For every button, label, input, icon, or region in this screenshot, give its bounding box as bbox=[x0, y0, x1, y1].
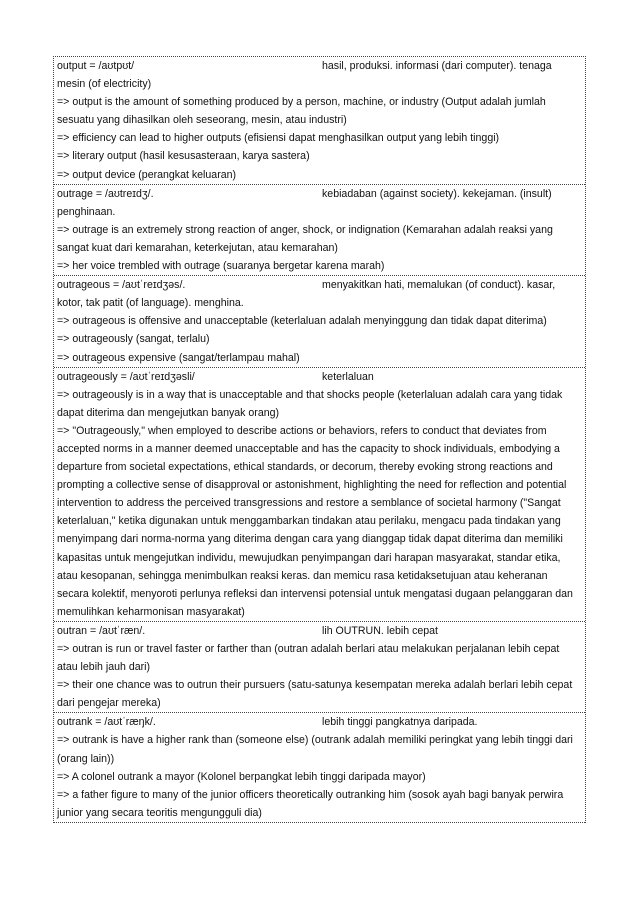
entry-meaning-continued: kotor, tak patit (of language). menghina. bbox=[57, 297, 244, 310]
entry-example-line: => a father figure to many of the junior officers theoretically outranking him (sosok ayah bagi banyak perwira junior yang secara teoritis mengungguli dia) bbox=[57, 788, 564, 819]
entry-example-line: => outrage is an extremely strong reaction of anger, shock, or indignation (Kemarahan adalah reaksi yang sangat kuat dari kemarahan, keterkejutan, atau kemarahan) bbox=[57, 223, 553, 254]
entry-headword: outrank = /aʊtˈræŋk/. bbox=[57, 716, 156, 729]
entry-meaning: lebih tinggi pangkatnya daripada. bbox=[322, 716, 478, 729]
dictionary-entry-outrank bbox=[54, 713, 585, 823]
entry-meaning: lih OUTRUN. lebih cepat bbox=[322, 624, 438, 637]
entry-meaning: menyakitkan hati, memalukan (of conduct). kasar, bbox=[322, 279, 556, 292]
entry-head-line bbox=[57, 368, 582, 386]
entry-meaning-continued: penghinaan. bbox=[57, 205, 116, 218]
entry-headword: outrageous = /aʊtˈreɪdʒəs/. bbox=[57, 279, 186, 292]
entry-head-line bbox=[57, 57, 582, 75]
dictionary-entry-outran bbox=[54, 622, 585, 713]
entry-headword: outrageously = /aʊtˈreɪdʒəsli/ bbox=[57, 370, 195, 383]
entry-example-line: => her voice trembled with outrage (suaranya bergetar karena marah) bbox=[57, 260, 385, 273]
dictionary-entry-outrageous bbox=[54, 276, 585, 367]
entry-example-line: => A colonel outrank a mayor (Kolonel berpangkat lebih tinggi daripada mayor) bbox=[57, 770, 426, 783]
entry-meaning: keterlaluan bbox=[322, 370, 374, 383]
entry-headword: output = /aʊtpʊt/ bbox=[57, 60, 135, 72]
entry-headword: outrage = /aʊtreɪdʒ/. bbox=[57, 187, 154, 200]
entry-example-line: => efficiency can lead to higher outputs (efisiensi dapat menghasilkan output yang lebih tinggi) bbox=[57, 132, 500, 145]
entry-meaning-continued: mesin (of electricity) bbox=[57, 78, 152, 91]
entry-example-line: => their one chance was to outrun their pursuers (satu-satunya kesempatan mereka adalah berlari lebih cepat dari pengejar mereka) bbox=[57, 679, 573, 710]
dictionary-entry-output bbox=[54, 57, 585, 185]
entry-head-line bbox=[57, 276, 582, 294]
entry-example-line: => outrageous is offensive and unacceptable (keterlaluan adalah menyinggung dan tidak dapat diterima) bbox=[57, 315, 547, 328]
entry-example-line: => outrank is have a higher rank than (someone else) (outrank adalah memiliki peringkat yang lebih tinggi dari (orang lain)) bbox=[57, 734, 573, 765]
entry-example-line: => output device (perangkat keluaran) bbox=[57, 168, 237, 181]
entry-example-line: => output is the amount of something produced by a person, machine, or industry (Output adalah jumlah sesuatu yang dihasilkan oleh seseorang, mesin, atau industri) bbox=[57, 96, 546, 127]
dictionary-entry-outrage bbox=[54, 185, 585, 276]
entry-meaning: kebiadaban (against society). kekejaman. (insult) bbox=[322, 187, 552, 200]
entry-meaning: hasil, produksi. informasi (dari computer). tenaga bbox=[322, 60, 552, 72]
entry-headword: outran = /aʊtˈræn/. bbox=[57, 624, 146, 637]
entry-example-line: => outran is run or travel faster or farther than (outran adalah berlari atau melakukan perjalanan lebih cepat atau lebih jauh dari) bbox=[57, 643, 560, 674]
entry-example-line: => "Outrageously," when employed to describe actions or behaviors, refers to conduct that deviates from accepted norms in a manner deemed unacceptable and has the capacity to shock individuals, embodying a departure from societal expectations, ethical standards, or decorum, thereby evoking strong reactions and prompting a collective sense of disapproval or astonishment, highlighting the need for reflection and potential intervention to address the perceived transgressions and restore a semblance of societal harmony ("Sangat keterlaluan," ketika digunakan untuk menggambarkan tindakan atau perilaku, mengacu pada tindakan yang menyimpang dari norma-norma yang diterima dengan cara yang dianggap tidak dapat diterima dan memiliki kapasitas untuk mengejutkan individu, mewujudkan penyimpangan dari harapan masyarakat, standar etika, atau kesopanan, sehingga menimbulkan reaksi keras. dan memicu rasa ketidaksetujuan atau keheranan secara kolektif, menyoroti perlunya refleksi dan intervensi potensial untuk mengatasi dugaan pelanggaran dan memulihkan keharmonisan masyarakat) bbox=[57, 424, 573, 618]
entry-example-line: => literary output (hasil kesusasteraan, karya sastera) bbox=[57, 150, 310, 163]
dictionary-entry-outrageously bbox=[54, 368, 585, 622]
entry-example-line: => outrageous expensive (sangat/terlampau mahal) bbox=[57, 351, 300, 364]
entry-head-line bbox=[57, 713, 582, 731]
entry-example-line: => outrageously is in a way that is unacceptable and that shocks people (keterlaluan adalah cara yang tidak dapat diterima dan mengejutkan banyak orang) bbox=[57, 388, 563, 419]
dictionary-table bbox=[53, 56, 586, 823]
entry-example-line: => outrageously (sangat, terlalu) bbox=[57, 333, 210, 346]
entry-head-line bbox=[57, 622, 582, 640]
entry-head-line bbox=[57, 185, 582, 203]
